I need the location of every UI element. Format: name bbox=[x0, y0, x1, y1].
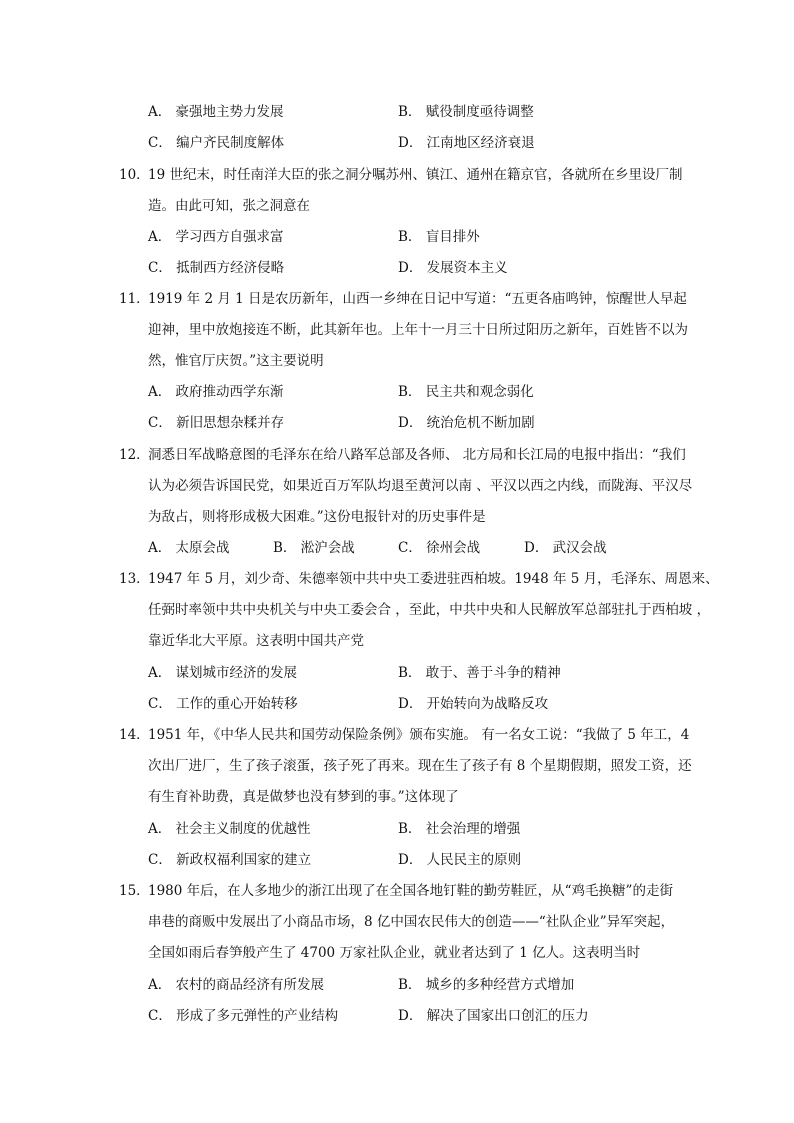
q10-number: 10． bbox=[119, 167, 150, 183]
q15-option-b: B． 城乡的多种经营方式增加 bbox=[398, 977, 575, 993]
q14-option-b: B． 社会治理的增强 bbox=[398, 821, 521, 837]
q11-stem-line-2: 迎神，里中放炮接连不断，此其新年也。上年十一月三十日所过阳历之新年，百姓皆不以为 bbox=[148, 322, 688, 338]
q13-stem-line-2: 任弼时率领中共中央机关与中央工委会合 ，至此，中共中央和人民解放军总部驻扎于西柏坡 ， bbox=[148, 602, 711, 618]
q12-stem-line-1: 洞悉日军战略意图的毛泽东在给八路军总部及各师、 北方局和长江局的电报中指出：“我们 bbox=[148, 447, 686, 463]
q13-option-a: A． 谋划城市经济的发展 bbox=[148, 665, 298, 681]
q12-stem-line-3: 为敌占，则将形成极大困难。”这份电报针对的历史事件是 bbox=[148, 509, 486, 525]
q13-number: 13． bbox=[119, 571, 150, 587]
q11-option-d: D． 统治危机不断加剧 bbox=[398, 415, 535, 431]
q10-option-c: C． 抵制西方经济侵略 bbox=[148, 260, 285, 276]
q10-option-a: A． 学习西方自强求富 bbox=[148, 229, 284, 245]
q14-stem-line-2: 次出厂进厂，生了孩子滚蛋，孩子死了再来。现在生了孩子有 8 个星期假期，照发工资，还 bbox=[148, 758, 692, 774]
q9-option-b: B． 赋役制度亟待调整 bbox=[398, 104, 534, 120]
q11-option-a: A． 政府推动西学东渐 bbox=[148, 384, 284, 400]
q14-stem-line-1: 1951 年，《中华人民共和国劳动保险条例》颁布实施。 有一名女工说：“我做了 5 年工，4 bbox=[148, 727, 690, 743]
q15-option-a: A． 农村的商品经济有所发展 bbox=[148, 977, 325, 993]
q12-number: 12． bbox=[119, 447, 150, 463]
q15-stem-line-3: 全国如雨后春笋般产生了 4700 万家社队企业，就业者达到了 1 亿人。这表明当时 bbox=[148, 945, 641, 961]
q10-option-d: D． 发展资本主义 bbox=[398, 260, 508, 276]
q15-option-d: D． 解决了国家出口创汇的压力 bbox=[398, 1008, 589, 1024]
q14-option-a: A． 社会主义制度的优越性 bbox=[148, 821, 311, 837]
q15-stem-line-2: 串巷的商贩中发展出了小商品市场，8 亿中国农民伟大的创造——“社队企业”异军突起， bbox=[148, 914, 675, 930]
q13-option-d: D． 开始转向为战略反攻 bbox=[398, 696, 549, 712]
q12-option-a: A． 太原会战 bbox=[148, 540, 230, 556]
q14-stem-line-3: 有生育补助费，真是做梦也没有梦到的事。”这体现了 bbox=[148, 789, 459, 805]
q15-option-c: C． 形成了多元弹性的产业结构 bbox=[148, 1008, 339, 1024]
q12-stem-line-2: 认为必须告诉国民党，如果近百万军队均退至黄河以南 、平汉以西之内线，而陇海、平汉尽 bbox=[148, 478, 693, 494]
q13-stem-line-3: 靠近华北大平原。这表明中国共产党 bbox=[148, 633, 364, 649]
q11-option-c: C． 新旧思想杂糅并存 bbox=[148, 415, 285, 431]
q12-option-b: B． 淞沪会战 bbox=[273, 540, 355, 556]
q12-option-c: C． 徐州会战 bbox=[398, 540, 481, 556]
q14-option-c: C． 新政权福利国家的建立 bbox=[148, 852, 312, 868]
q13-option-b: B． 敢于、善于斗争的精神 bbox=[398, 665, 561, 681]
q10-stem-line-1: 19 世纪末，时任南洋大臣的张之洞分嘱苏州、镇江、通州在籍京官，各就所在乡里设厂制 bbox=[148, 167, 683, 183]
q12-option-d: D． 武汉会战 bbox=[524, 540, 607, 556]
q11-option-b: B． 民主共和观念弱化 bbox=[398, 384, 534, 400]
q14-option-d: D． 人民民主的原则 bbox=[398, 852, 522, 868]
q14-number: 14． bbox=[119, 727, 150, 743]
q15-stem-line-1: 1980 年后，在人多地少的浙江出现了在全国各地钉鞋的勤劳鞋匠，从“鸡毛换糖”的走街 bbox=[148, 883, 673, 899]
q10-option-b: B． 盲目排外 bbox=[398, 229, 480, 245]
q15-number: 15． bbox=[119, 883, 150, 899]
q9-option-a: A． 豪强地主势力发展 bbox=[148, 104, 284, 120]
q11-number: 11． bbox=[119, 291, 150, 307]
q13-option-c: C． 工作的重心开始转移 bbox=[148, 696, 298, 712]
q10-stem-line-2: 造。由此可知，张之洞意在 bbox=[148, 198, 310, 214]
q11-stem-line-1: 1919 年 2 月 1 日是农历新年，山西一乡绅在日记中写道：“五更各庙鸣钟，惊醒世人早起 bbox=[148, 291, 687, 307]
q9-option-d: D． 江南地区经济衰退 bbox=[398, 135, 535, 151]
q9-option-c: C． 编户齐民制度解体 bbox=[148, 135, 285, 151]
q13-stem-line-1: 1947 年 5 月，刘少奇、朱德率领中共中央工委进驻西柏坡。1948 年 5 月，毛泽东、周恩来、 bbox=[148, 571, 719, 587]
q11-stem-line-3: 然，惟官厅庆贺。”这主要说明 bbox=[148, 353, 324, 369]
